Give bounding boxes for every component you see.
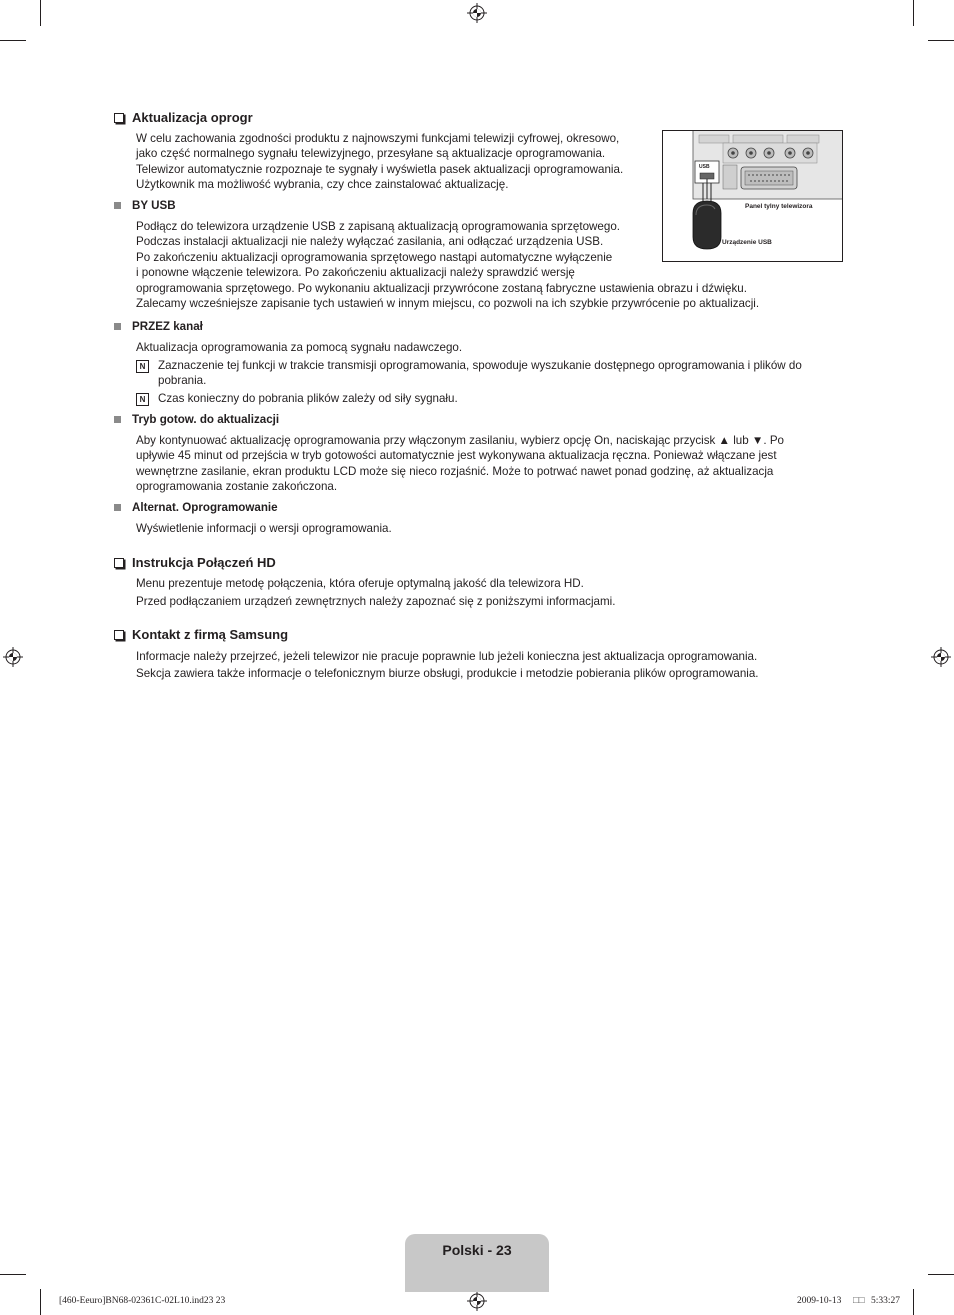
text-line: jako część normalnego sygnału telewizyjnego, przesyłane są aktualizacje oprogramowania.: [136, 147, 606, 161]
contact-text: [136, 648, 759, 682]
text-line: Informacje należy przejrzeć, jeżeli telewizor nie pracuje poprawnie lub jeżeli konieczna jest aktualizacja oprogramowania.: [136, 650, 758, 663]
registration-mark-icon: [467, 1291, 487, 1311]
checkbox-bullet-icon: [114, 558, 124, 568]
subheading-standby-mode: [114, 413, 279, 426]
square-bullet-icon: [114, 504, 121, 511]
crop-mark: [40, 1289, 41, 1315]
text-line: i ponowne włączenie telewizora. Po zakończeniu aktualizacji należy sprawdzić wersję: [136, 266, 575, 280]
text-line: upływie 45 minut od przejścia w tryb gotowości automatycznie jest wykonywana aktualizacja ręczna. Ponieważ włączane jest: [136, 449, 777, 463]
square-bullet-icon: [114, 323, 121, 330]
crop-mark: [913, 0, 914, 26]
subheading-by-channel: [114, 320, 203, 333]
usb-connection-figure: [662, 130, 843, 262]
registration-mark-icon: [3, 647, 23, 667]
text-line: oprogramowania sprzętowego. Po wykonaniu aktualizacji przywrócone zostaną fabryczne ustawienia obrazu i dźwięku.: [136, 281, 747, 295]
text-line: Aby kontynuować aktualizację oprogramowania przy włączonym zasilaniu, wybierz opcję On, naciskając przycisk ▲ lub ▼. Po: [136, 434, 785, 447]
section-title-text: Instrukcja Połączeń HD: [132, 555, 276, 570]
section-title-text: Aktualizacja oprogr: [132, 110, 253, 125]
text-line: Użytkownik ma możliwość wybrania, czy chce zainstalować aktualizację.: [136, 178, 509, 192]
subheading-text: PRZEZ kanał: [132, 320, 203, 333]
square-bullet-icon: [114, 416, 121, 423]
hd-guide-text: [136, 575, 615, 610]
crop-mark: [40, 0, 41, 26]
text-line: Przed podłączaniem urządzeń zewnętrznych należy zapoznać się z poniższymi informacjami.: [136, 594, 616, 608]
text-line: Zalecamy wcześniejsze zapisanie tych ustawień w innym miejscu, co pozwoli na ich szybkie przywrócenie po aktualizacji.: [136, 297, 760, 311]
page-number-label: Polski - 23: [442, 1242, 512, 1258]
crop-mark: [913, 1289, 914, 1315]
registration-mark-icon: [931, 647, 951, 667]
note-icon: N: [136, 360, 149, 373]
standby-text: [136, 433, 784, 495]
update-intro: [136, 131, 623, 193]
text-line: Podczas instalacji aktualizacji nie należy wyłączać zasilania, ani odłączać urządzenia USB.: [136, 235, 604, 249]
subheading-alternate-software: [114, 501, 278, 514]
note-item: [136, 391, 848, 406]
crop-mark: [928, 40, 954, 41]
text-line: W celu zachowania zgodności produktu z najnowszymi funkcjami telewizji cyfrowej, okresowo,: [136, 132, 620, 145]
print-slug-time: 5:33:27: [871, 1296, 901, 1306]
print-slug-date: 2009-10-13: [797, 1296, 842, 1306]
crop-mark: [928, 1274, 954, 1275]
note-item: [136, 358, 848, 389]
checkbox-bullet-icon: [114, 113, 124, 123]
text-line: Menu prezentuje metodę połączenia, która oferuje optymalną jakość dla telewizora HD.: [136, 577, 584, 590]
subheading-text: Alternat. Oprogramowanie: [132, 501, 278, 514]
section-title-hd-connection-guide: [114, 555, 276, 570]
print-slug-glyphs: □□: [853, 1296, 865, 1306]
channel-text: Aktualizacja oprogramowania za pomocą sygnału nadawczego.: [136, 341, 463, 354]
subheading-text: Tryb gotow. do aktualizacji: [132, 413, 280, 426]
text-line: Telewizor automatycznie rozpoznaje te sygnały i wyświetla pasek aktualizacji oprogramowania.: [136, 162, 624, 176]
note-text: Zaznaczenie tej funkcji w trakcie transmisji oprogramowania, spowoduje wyszukanie dostępnego oprogramowania i plików do pobrania.: [158, 359, 802, 388]
section-title-software-update: [114, 110, 253, 125]
crop-mark: [0, 40, 26, 41]
section-title-contact-samsung: [114, 627, 288, 642]
tv-rear-panel-label: Panel tylny telewizora: [745, 203, 813, 210]
section-title-text: Kontakt z firmą Samsung: [132, 627, 289, 642]
text-line: oprogramowania zostanie zakończona.: [136, 480, 338, 494]
print-slug-left: [460-Eeuro]BN68-02361C-02L10.ind23 23: [59, 1296, 226, 1306]
subheading-by-usb: [114, 199, 176, 212]
text-line: Podłącz do telewizora urządzenie USB z zapisaną aktualizacją oprogramowania sprzętowego.: [136, 220, 620, 233]
usb-device-label: Urządzenie USB: [722, 239, 772, 246]
usb-port-label: USB: [699, 164, 710, 170]
note-icon: N: [136, 393, 149, 406]
text-line: Po zakończeniu aktualizacji oprogramowania sprzętowego nastąpi automatyczne wyłączenie: [136, 250, 613, 264]
checkbox-bullet-icon: [114, 630, 124, 640]
registration-mark-icon: [467, 3, 487, 23]
text-line: wewnętrzne zasilanie, ekran produktu LCD może się nieco rozjaśnić. Może to potrwać nawet ponad godzinę, aż aktualizacja: [136, 464, 774, 478]
alternate-text: Wyświetlenie informacji o wersji oprogramowania.: [136, 522, 392, 535]
page-number-tab: [405, 1234, 549, 1292]
crop-mark: [0, 1274, 26, 1275]
subheading-text: BY USB: [132, 199, 176, 212]
note-text: Czas konieczny do pobrania plików zależy od siły sygnału.: [158, 392, 458, 405]
square-bullet-icon: [114, 202, 121, 209]
text-line: Sekcja zawiera także informacje o telefonicznym biurze obsługi, produkcie i metodzie pobierania plików oprogramowania.: [136, 667, 759, 680]
